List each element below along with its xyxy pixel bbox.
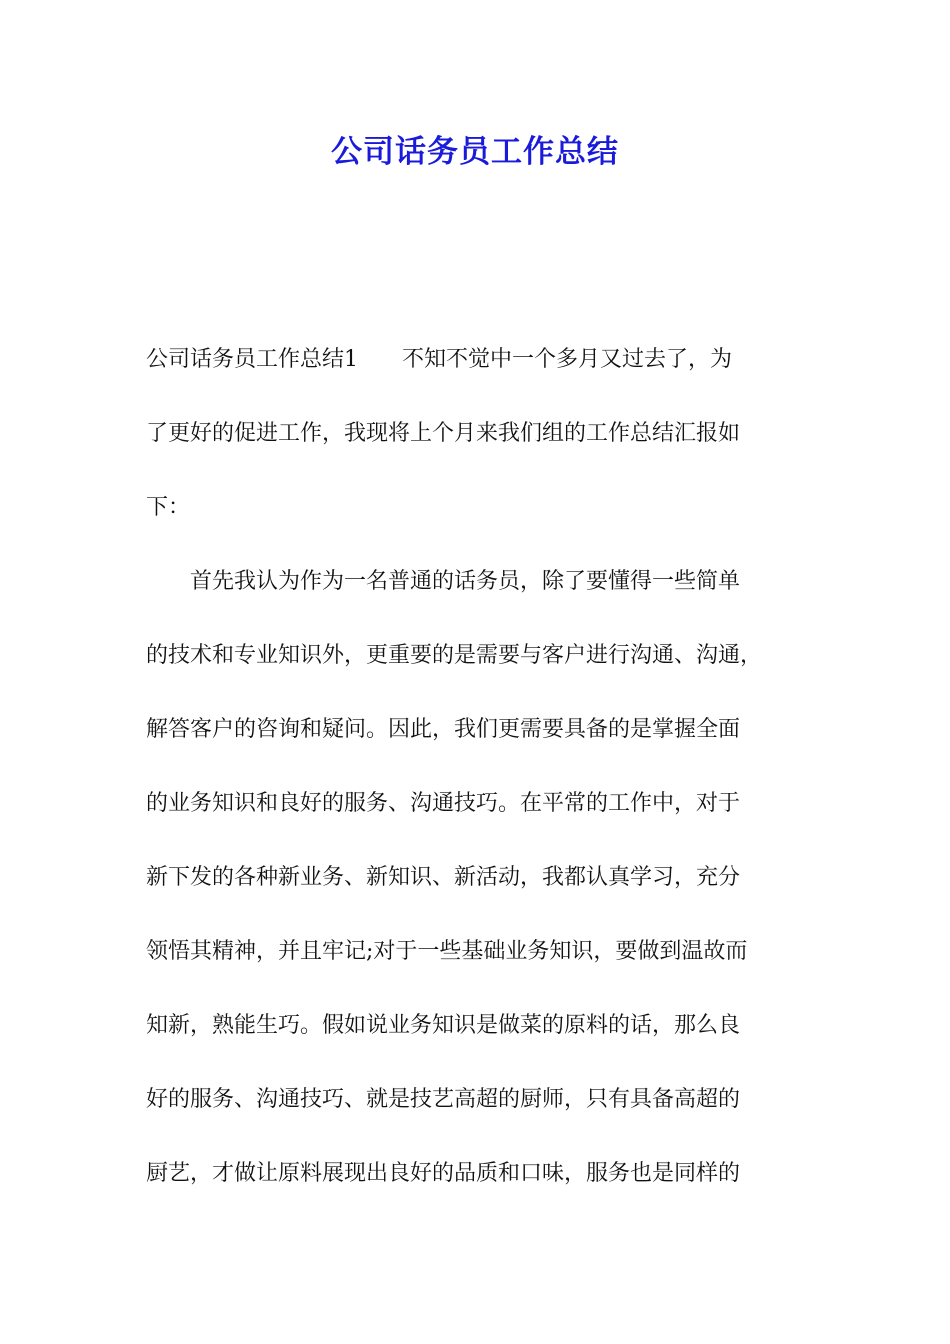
body-line: 好的服务、沟通技巧、就是技艺高超的厨师，只有具备高超的 bbox=[146, 1087, 741, 1112]
body-line: 的技术和专业知识外，更重要的是需要与客户进行沟通、沟通， bbox=[146, 643, 763, 668]
body-line: 下： bbox=[146, 495, 191, 520]
body-line: 首先我认为作为一名普通的话务员，除了要懂得一些简单 bbox=[146, 569, 741, 594]
body-line: 新下发的各种新业务、新知识、新活动，我都认真学习，充分 bbox=[146, 865, 741, 890]
document-body bbox=[146, 338, 808, 1226]
body-line: 解答客户的咨询和疑问。因此，我们更需要具备的是掌握全面 bbox=[146, 717, 741, 742]
body-line: 厨艺，才做让原料展现出良好的品质和口味，服务也是同样的 bbox=[146, 1161, 741, 1186]
body-line: 公司话务员工作总结1 不知不觉中一个多月又过去了，为 bbox=[146, 347, 732, 372]
document-title: 公司话务员工作总结 bbox=[331, 134, 619, 170]
body-line: 领悟其精神，并且牢记;对于一些基础业务知识，要做到温故而 bbox=[146, 939, 748, 964]
body-line: 了更好的促进工作，我现将上个月来我们组的工作总结汇报如 bbox=[146, 421, 741, 446]
body-line: 知新，熟能生巧。假如说业务知识是做菜的原料的话，那么良 bbox=[146, 1013, 741, 1038]
body-line: 的业务知识和良好的服务、沟通技巧。在平常的工作中，对于 bbox=[146, 791, 741, 816]
